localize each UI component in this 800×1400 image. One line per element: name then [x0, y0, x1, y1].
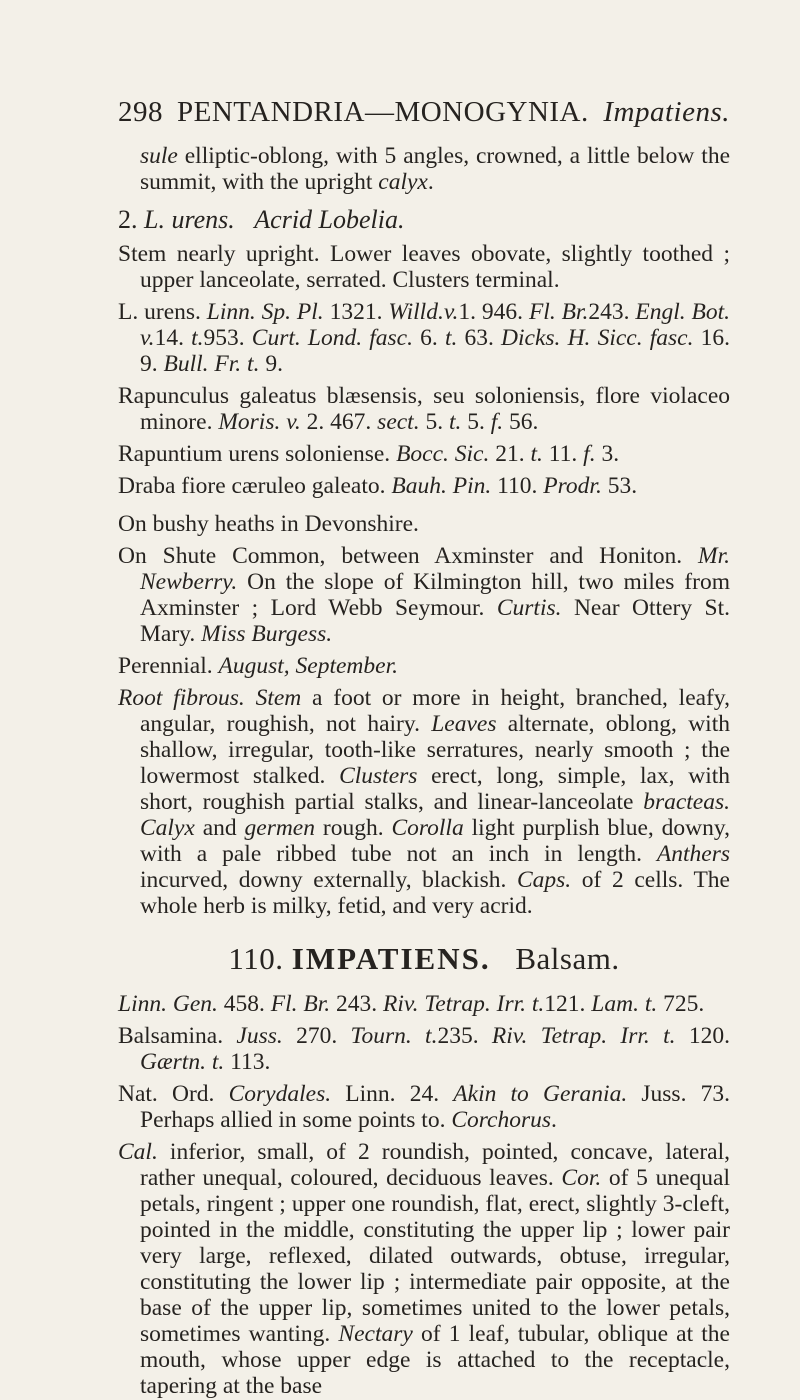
species-heading: 2. L. urens. Acrid Lobelia.	[118, 205, 405, 234]
genus-heading: 110. IMPATIENS. Balsam.	[228, 941, 620, 976]
page-number: 298	[118, 96, 163, 128]
flowering-time: Perennial. August, September.	[118, 653, 398, 679]
synonym-draba: Draba fiore cæruleo galeato. Bauh. Pin. 110. Prodr. 53.	[118, 473, 638, 499]
synonym-rapunculus: Rapunculus galeatus blæsensis, seu soloniensis, flore violaceo minore. Moris. v. 2. 467. sect. 5. t. 5. f. 56.	[118, 383, 730, 435]
synonym-linnaeus: L. urens. Linn. Sp. Pl. 1321. Willd.v.1. 946. Fl. Br.243. Engl. Bot. v.14. t.953. Curt. Lond. fasc. 6. t. 63. Dicks. H. Sicc. fasc. 16. 9. Bull. Fr. t. 9.	[118, 299, 731, 377]
habitat-localities: On Shute Common, between Axminster and Honiton. Mr. Newberry. On the slope of Kilmington hill, two miles from Axminster ; Lord Webb Seymour. Curtis. Near Ottery St. Mary. Miss Burgess.	[118, 543, 730, 647]
page-header	[118, 96, 730, 129]
habitat-general: On bushy heaths in Devonshire.	[118, 511, 419, 537]
genus-references: Linn. Gen. 458. Fl. Br. 243. Riv. Tetrap. Irr. t.121. Lam. t. 725.	[118, 991, 705, 1017]
synonym-rapuntium: Rapuntium urens soloniense. Bocc. Sic. 21. t. 11. f. 3.	[118, 441, 620, 467]
genus-synonym-balsamina: Balsamina. Juss. 270. Tourn. t.235. Riv. Tetrap. Irr. t. 120. Gærtn. t. 113.	[118, 1023, 730, 1075]
capsule-continuation: sule elliptic-oblong, with 5 angles, crowned, a little below the summit, with the upright calyx.	[140, 143, 730, 195]
genus-characters: Cal. inferior, small, of 2 roundish, pointed, concave, lateral, rather unequal, coloured, deciduous leaves. Cor. of 5 unequal petals, ringent ; upper one roundish, flat, erect, slightly 3-cleft, pointed in the middle, constituting the upper lip ; lower pair very large, reflexed, dilated outwards, obtuse, irregular, constituting the lower lip ; intermediate pair opposite, at the base of the upper lip, sometimes united to the lower petals, sometimes wanting. Nectary of 1 leaf, tubular, oblique at the mouth, whose upper edge is attached to the receptacle, tapering at the base	[118, 1139, 730, 1399]
species-diagnosis: Stem nearly upright. Lower leaves obovate, slightly toothed ; upper lanceolate, serrated. Clusters terminal.	[118, 241, 730, 293]
natural-order: Nat. Ord. Corydales. Linn. 24. Akin to Gerania. Juss. 73. Perhaps allied in some points to. Corchorus.	[118, 1081, 731, 1133]
running-head: Impatiens.	[603, 96, 730, 128]
page-title: PENTANDRIA—MONOGYNIA.	[177, 96, 589, 128]
species-description: Root fibrous. Stem a foot or more in height, branched, leafy, angular, roughish, not hairy. Leaves alternate, oblong, with shallow, irregular, tooth-like serratures, nearly smooth ; the lowermost stalked. Clusters erect, long, simple, lax, with short, roughish partial stalks, and linear-lanceolate bracteas. Calyx and germen rough. Corolla light purplish blue, downy, with a pale ribbed tube not an inch in length. Anthers incurved, downy externally, blackish. Caps. of 2 cells. The whole herb is milky, fetid, and very acrid.	[118, 685, 731, 919]
